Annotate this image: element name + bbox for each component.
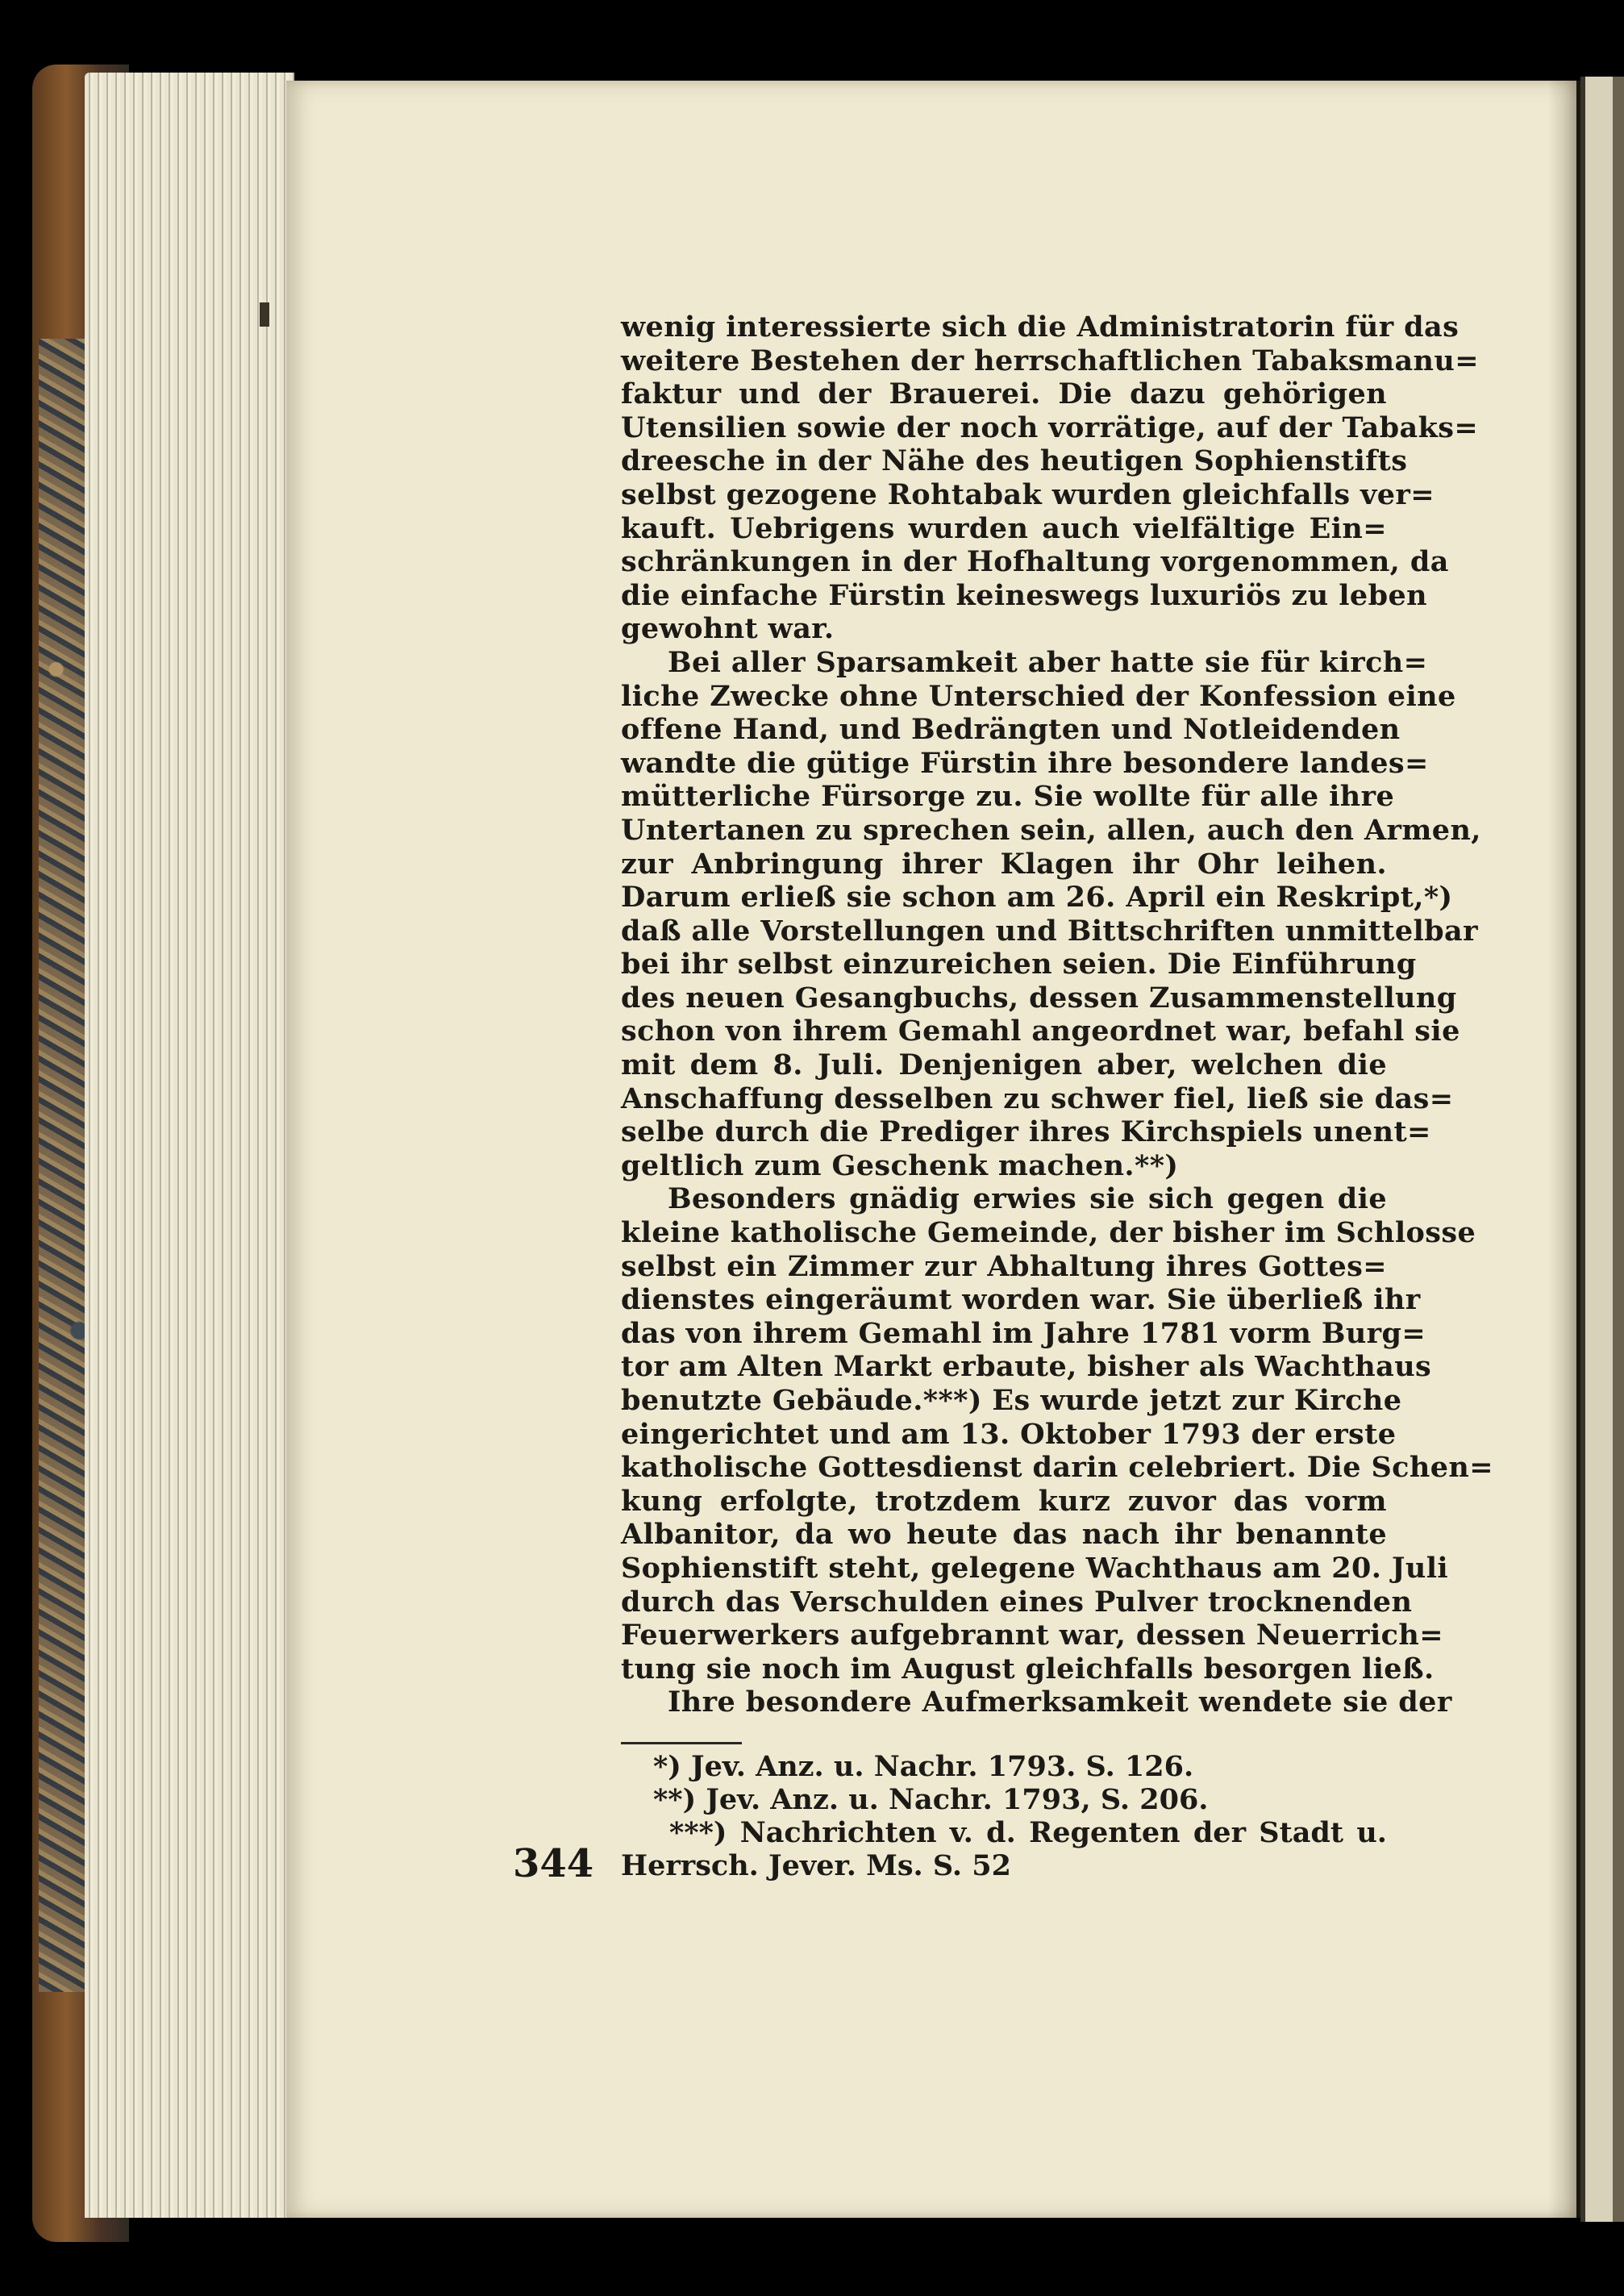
text-line: selbe durch die Prediger ihres Kirchspiels unent= <box>621 1115 1431 1149</box>
text-line: gewohnt war. <box>621 612 835 646</box>
text-line: weitere Bestehen der herrschaftlichen Tabaksmanu= <box>621 344 1479 377</box>
text-line: dienstes eingeräumt worden war. Sie überließ ihr <box>621 1283 1421 1317</box>
footnote-2: **) Jev. Anz. u. Nachr. 1793, S. 206. <box>653 1783 1209 1816</box>
text-line: katholische Gottesdienst darin celebriert. Die Schen= <box>621 1451 1493 1485</box>
text-line: Albanitor, da wo heute das nach ihr benannte <box>621 1518 1387 1552</box>
text-line: des neuen Gesangbuchs, dessen Zusammenstellung <box>621 981 1457 1015</box>
footnotes <box>621 1750 1387 1882</box>
facing-page-edge <box>1580 77 1624 2222</box>
text-line: selbst ein Zimmer zur Abhaltung ihres Gottes= <box>621 1249 1387 1283</box>
text-line: Darum erließ sie schon am 26. April ein Reskript,*) <box>621 881 1453 915</box>
spine-shadow <box>1548 81 1580 2218</box>
text-line: die einfache Fürstin keineswegs luxuriös zu leben <box>621 578 1427 612</box>
footnote-3-continuation: Herrsch. Jever. Ms. S. 52 <box>621 1849 1012 1882</box>
text-line: geltlich zum Geschenk machen.**) <box>621 1148 1179 1182</box>
margin-mark <box>260 302 269 327</box>
text-line: schon von ihrem Gemahl angeordnet war, befahl sie <box>621 1015 1460 1048</box>
footnote-rule <box>621 1742 742 1744</box>
text-line: Anschaffung desselben zu schwer fiel, ließ sie das= <box>621 1081 1454 1115</box>
text-line: Bei aller Sparsamkeit aber hatte sie für kirch= <box>668 645 1428 679</box>
text-line: selbst gezogene Rohtabak wurden gleichfalls ver= <box>621 477 1435 511</box>
text-line: daß alle Vorstellungen und Bittschriften unmittelbar <box>621 914 1478 948</box>
text-line: Utensilien sowie der noch vorrätige, auf der Tabaks= <box>621 410 1479 444</box>
text-line: Ihre besondere Aufmerksamkeit wendete sie der <box>668 1686 1452 1719</box>
text-line: tor am Alten Markt erbaute, bisher als Wachthaus <box>621 1350 1432 1384</box>
page-number: 344 <box>513 1841 594 1886</box>
text-line: offene Hand, und Bedrängten und Notleidenden <box>621 713 1401 747</box>
text-line: liche Zwecke ohne Unterschied der Konfession eine <box>621 679 1456 713</box>
text-line: wandte die gütige Fürstin ihre besondere landes= <box>621 746 1429 780</box>
text-line: bei ihr selbst einzureichen seien. Die Einführung <box>621 948 1417 981</box>
footnote-3: ***) Nachrichten v. d. Regenten der Stadt u. <box>669 1816 1387 1849</box>
text-line: tung sie noch im August gleichfalls besorgen ließ. <box>621 1652 1435 1686</box>
text-line: kleine katholische Gemeinde, der bisher im Schlosse <box>621 1216 1476 1250</box>
body-text <box>621 310 1493 1719</box>
text-line: schränkungen in der Hofhaltung vorgenommen, da <box>621 545 1449 579</box>
text-line: zur Anbringung ihrer Klagen ihr Ohr leihen. <box>621 847 1387 881</box>
text-line: Sophienstift steht, gelegene Wachthaus am 20. Juli <box>621 1551 1449 1585</box>
text-line: mit dem 8. Juli. Denjenigen aber, welchen die <box>621 1048 1387 1082</box>
text-line: kung erfolgte, trotzdem kurz zuvor das vorm <box>621 1484 1387 1518</box>
text-line: benutzte Gebäude.***) Es wurde jetzt zur Kirche <box>621 1384 1402 1417</box>
text-line: faktur und der Brauerei. Die dazu gehörigen <box>621 377 1387 411</box>
text-line: wenig interessierte sich die Administratorin für das <box>621 310 1460 344</box>
footnote-1: *) Jev. Anz. u. Nachr. 1793. S. 126. <box>653 1750 1194 1783</box>
page-stack <box>85 73 294 2218</box>
text-line: mütterliche Fürsorge zu. Sie wollte für alle ihre <box>621 780 1395 814</box>
text-line: das von ihrem Gemahl im Jahre 1781 vorm Burg= <box>621 1316 1426 1350</box>
text-line: durch das Verschulden eines Pulver trocknenden <box>621 1585 1413 1619</box>
text-line: Untertanen zu sprechen sein, allen, auch den Armen, <box>621 813 1481 847</box>
text-line: dreesche in der Nähe des heutigen Sophienstifts <box>621 444 1408 478</box>
text-line: Besonders gnädig erwies sie sich gegen die <box>668 1182 1387 1216</box>
text-line: Feuerwerkers aufgebrannt war, dessen Neuerrich= <box>621 1619 1443 1652</box>
text-line: kauft. Uebrigens wurden auch vielfältige Ein= <box>621 511 1387 545</box>
text-line: eingerichtet und am 13. Oktober 1793 der erste <box>621 1417 1397 1451</box>
